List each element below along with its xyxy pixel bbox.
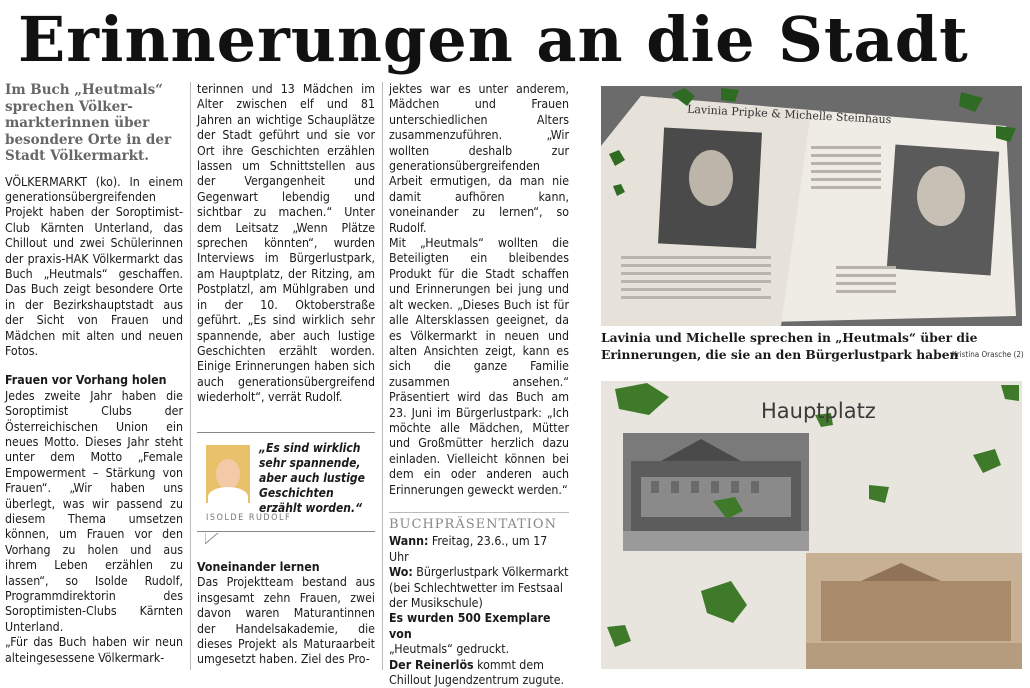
book-photo-portraits: [601, 86, 1022, 326]
book-heading: Hauptplatz: [761, 399, 876, 423]
info-where: Wo: Bürgerlustpark Völkermarkt (bei Schlechtwetter im Festsaal der Musikschule): [389, 565, 569, 610]
column-divider: [190, 82, 191, 670]
paragraph: terinnen und 13 Mädchen im Alter zwischen elf und 81 Jahren an wichtige Schauplätze der Stadt geführt und sie vor Ort ihre Geschichten erzählen lassen um Schnittstellen aus der Vergangenheit und Gegenwart lebendig und sichtbar zu machen.“ Unter dem Leitsatz „Wenn Plätze sprechen könnten“, wurden Interviews im Bürgerlustpark, am Hauptplatz, der Ritzing, am Postplatzl, am Mühlgraben und in der 10. Oktoberstraße geführt. „Es sind wirklich sehr spannende, aber auch lustige Geschichten erzählt worden. Einige Erinnerungen haben sich auch generationsübergreifend wiederholt“, verrät Rudolf.: [197, 82, 375, 405]
paragraph: jektes war es unter anderem, Mädchen und Frauen unterschiedlichen Alters zusammenzuführen. „Wir wollten deshalb zur generationsübergreifenden Arbeit ermutigen, da man nie damit aufhören kann, voneinander zu lernen“, so Rudolf.: [389, 82, 569, 235]
paragraph: Mit „Heutmals“ wollten die Beteiligten ein bleibendes Produkt für die Stadt schaffen und Erinnerungen bei jung und alt wecken. „Dieses Buch ist für alle Altersklassen geeignet, da es Völkermarkt in neuen und alten Ansichten zeigt, kann es sich die ganze Familie zusammen ansehen.“ Präsentiert wird das Buch am 23. Juni im Bürgerlustpark: „Ich möchte alle Mädchen, Mütter und Großmütter herzlich dazu einladen. Vielleicht können bei dem ein oder anderen auch Erinnerungen geweckt werden.“: [389, 236, 569, 497]
paragraph: VÖLKERMARKT (ko). In einem generationsübergreifenden Projekt haben der Soroptimist-Club Kärnten Unterland, das Chillout und zwei Schülerinnen der praxis-HAK Völkermarkt das Buch „Heutmals“ geschaffen. Das Buch zeigt besondere Orte in der Bezirkshauptstadt aus der Sicht von Frauen und Mädchen mit alten und neuen Fotos.: [5, 174, 183, 358]
article-column-2-lower: [197, 560, 375, 668]
info-heading: BUCHPRÄSENTATION: [389, 512, 569, 532]
book-photo-hauptplatz: [601, 381, 1022, 669]
paragraph: „Für das Buch haben wir neun alteingesessene Völkermark-: [5, 635, 183, 665]
lead-text: Im Buch „Heutmals“ sprechen Völker-markterinnen über besondere Orte in der Stadt Völkermarkt.: [5, 82, 172, 164]
subheading: Frauen vor Vorhang holen: [5, 373, 167, 388]
paragraph: Das Projektteam bestand aus insgesamt zehn Frauen, zwei davon waren Maturantinnen der Handelsakademie, die dieses Projekt als Maturaarbeit umgesetzt haben. Ziel des Pro-: [197, 575, 375, 667]
portrait-photo: [206, 445, 250, 503]
speech-tail-icon: [205, 532, 219, 544]
quote-box: [197, 432, 375, 532]
article-column-3: [389, 82, 569, 688]
info-when: Wann: Freitag, 23.6., um 17 Uhr: [389, 534, 548, 564]
column-divider: [382, 82, 383, 670]
headline: Erinnerungen an die Stadt: [18, 3, 969, 76]
article-column-1: [5, 82, 183, 666]
photo-credit: Kristina Orasche (2): [952, 350, 1024, 359]
info-proceeds: Der Reinerlös kommt dem Chillout Jugendzentrum zugute.: [389, 657, 565, 688]
info-count: Es wurden 500 Exemplare von: [389, 611, 551, 641]
paragraph: Jedes zweite Jahr haben die Soroptimist Clubs der Österreichischen Union ein neues Motto. Dieses Jahr steht unter dem Motto „Female Empowerment – Stärkung von Frauen“. „Wir haben uns überlegt, was wir passend zu diesem Thema umsetzen können, um Frauen vor den Vorhang zu holen und aus ihrem Leben erzählen zu lassen“, so Isolde Rudolf, Programmdirektorin des Soroptimisten-Clubs Kärnten Unterland.: [5, 388, 183, 634]
photo-caption: Lavinia und Michelle sprechen in „Heutmals“ über die Erinnerungen, die sie an den Bürgerlustpark haben: [601, 330, 978, 362]
info-count-2: „Heutmals“ gedruckt.: [389, 642, 510, 657]
book-heading: Lavinia Pripke & Michelle Steinhaus: [686, 102, 892, 127]
subheading: Voneinander lernen: [197, 560, 320, 574]
info-box: [389, 512, 569, 688]
quote-author: ISOLDE RUDOLF: [206, 513, 292, 523]
pull-quote: „Es sind wirklich sehr spannende, aber auch lustige Geschichten erzählt worden.“: [259, 441, 365, 515]
article-column-2: [197, 82, 375, 406]
